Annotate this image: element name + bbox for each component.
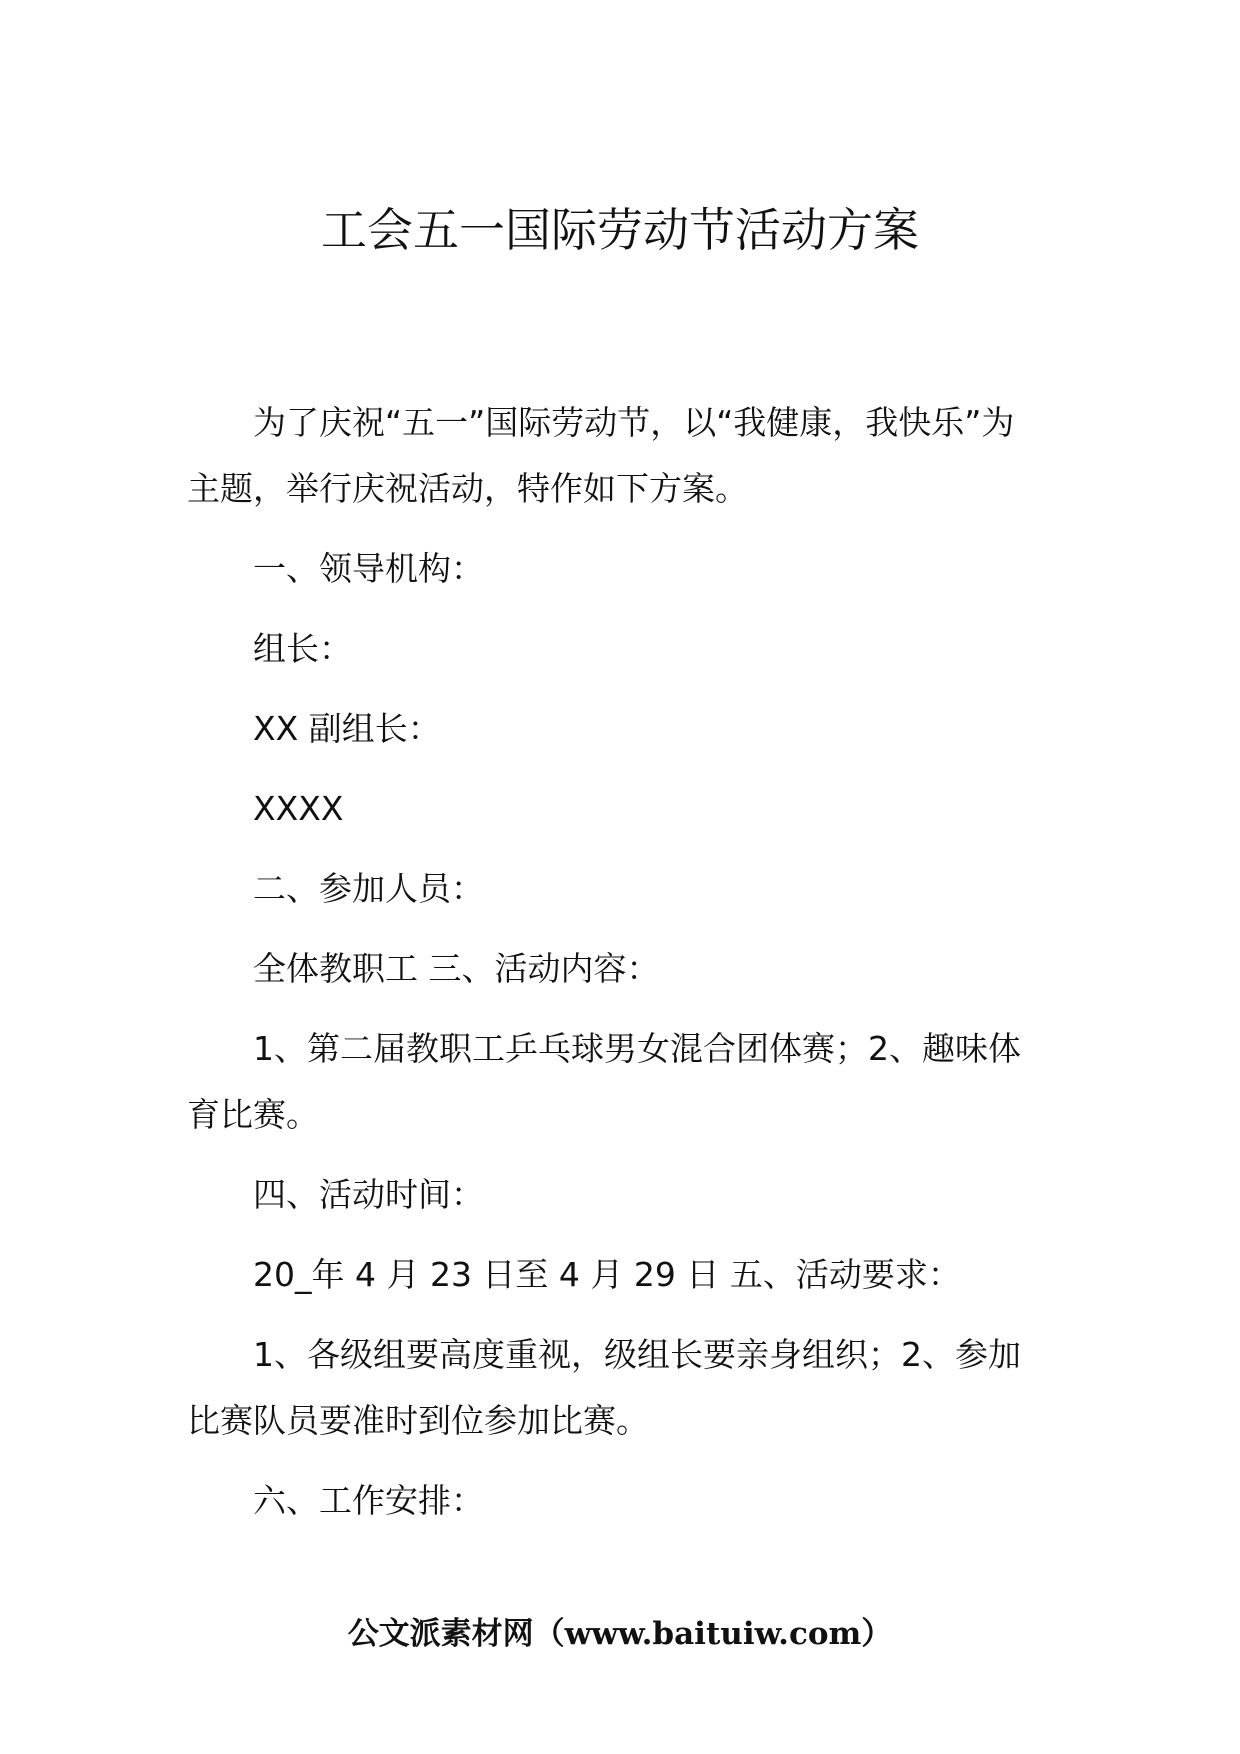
paragraph-activity-content: 1、第二届教职工乒乓球男女混合团体赛；2、趣味体育比赛。 [187,1029,1021,1134]
document-body [187,390,1037,1548]
paragraph-activity-time: 20_年 4 月 23 日至 4 月 29 日 五、活动要求： [253,1255,961,1294]
heading-participants: 二、参加人员： [253,869,484,908]
paragraph-deputy-leader: XX 副组长： [253,709,441,748]
heading-leadership: 一、领导机构： [253,549,484,588]
paragraph-participants: 全体教职工 三、活动内容： [253,949,660,988]
paragraph-leader: 组长： [253,629,352,668]
paragraph-deputy-names: XXXX [253,789,344,828]
paragraph-intro: 为了庆祝“五一”国际劳动节，以“我健康，我快乐”为主题，举行庆祝活动，特作如下方案。 [187,403,1015,508]
heading-activity-time: 四、活动时间： [253,1175,484,1214]
footer-source: 公文派素材网（www.baituiw.com） [347,1616,893,1652]
paragraph-requirements: 1、各级组要高度重视，级组长要亲身组织；2、参加比赛队员要准时到位参加比赛。 [187,1335,1021,1440]
document-title: 工会五一国际劳动节活动方案 [321,203,919,257]
heading-work-arrangement: 六、工作安排： [253,1481,484,1520]
